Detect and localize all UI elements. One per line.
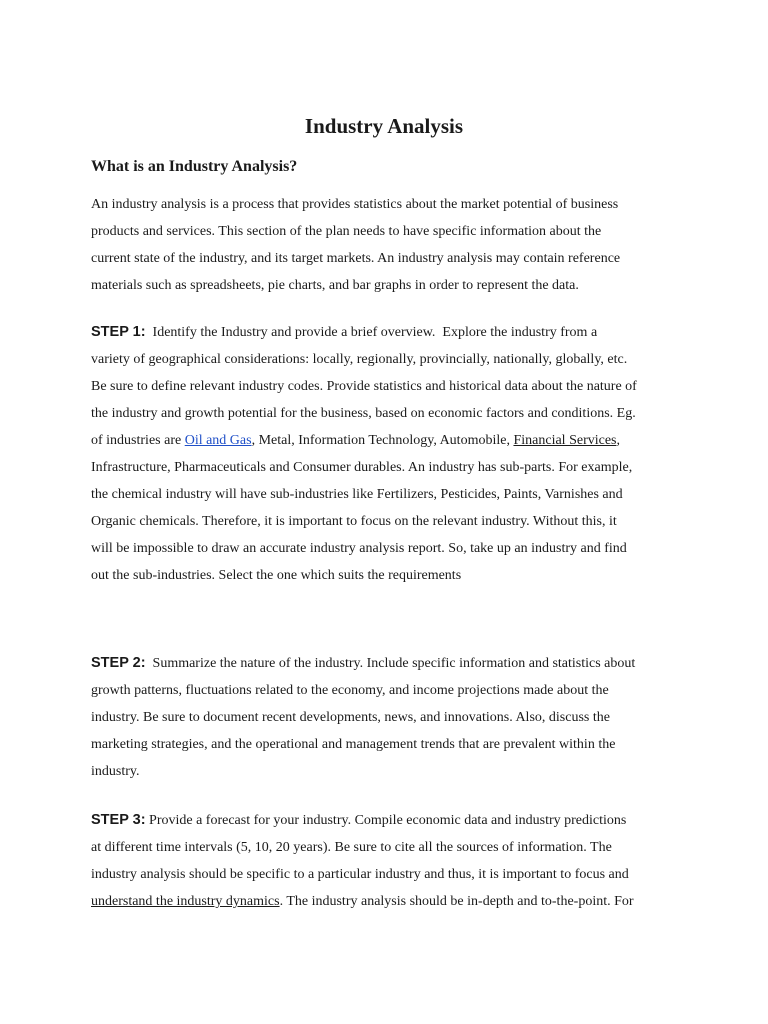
step1-line: Infrastructure, Pharmaceuticals and Consumer durables. An industry has sub-parts. For example, bbox=[91, 460, 633, 475]
oil-and-gas-link[interactable]: Oil and Gas bbox=[184, 433, 252, 448]
step1-line: will be impossible to draw an accurate industry analysis report. So, take up an industry and find bbox=[91, 541, 627, 556]
intro-line: materials such as spreadsheets, pie charts, and bar graphs in order to represent the data. bbox=[91, 278, 579, 293]
step2-line: growth patterns, fluctuations related to the economy, and income projections made about the bbox=[91, 683, 609, 698]
step1-label: STEP 1: bbox=[91, 324, 146, 340]
step3-label: STEP 3: bbox=[91, 812, 146, 828]
step2-label: STEP 2: bbox=[91, 655, 146, 671]
step3-line bbox=[91, 807, 683, 834]
step1-link-line bbox=[91, 427, 683, 454]
step2-paragraph bbox=[91, 650, 683, 785]
step2-line: marketing strategies, and the operational and management trends that are prevalent within the bbox=[91, 737, 616, 752]
section-heading: What is an Industry Analysis? bbox=[91, 158, 298, 175]
step1-line: the chemical industry will have sub-industries like Fertilizers, Pesticides, Paints, Varnishes and bbox=[91, 487, 623, 502]
industry-dynamics-link[interactable]: understand the industry dynamics bbox=[91, 894, 280, 909]
step1-first-text: Identify the Industry and provide a brief overview. Explore the industry from a bbox=[145, 325, 598, 340]
step3-paragraph bbox=[91, 807, 683, 915]
step1-line: Organic chemicals. Therefore, it is important to focus on the relevant industry. Without this, it bbox=[91, 514, 617, 529]
step2-line: industry. Be sure to document recent developments, news, and innovations. Also, discuss the bbox=[91, 710, 610, 725]
step2-line bbox=[91, 650, 683, 677]
step3-line: at different time intervals (5, 10, 20 years). Be sure to cite all the sources of information. The bbox=[91, 840, 612, 855]
link-line-pre: of industries are bbox=[91, 433, 185, 448]
link-line-post: , bbox=[616, 433, 620, 448]
step2-first-text: Summarize the nature of the industry. Include specific information and statistics about bbox=[145, 656, 636, 671]
step1-line: variety of geographical considerations: locally, regionally, provincially, nationally, globally, etc. bbox=[91, 352, 628, 367]
step3-link-line bbox=[91, 888, 683, 915]
step1-paragraph bbox=[91, 319, 683, 589]
page-title: Industry Analysis bbox=[304, 114, 464, 138]
step3-line: industry analysis should be specific to a particular industry and thus, it is important to focus and bbox=[91, 867, 629, 882]
financial-services-link[interactable]: Financial Services bbox=[513, 433, 617, 448]
step3-first-text: Provide a forecast for your industry. Compile economic data and industry predictions bbox=[145, 813, 627, 828]
step3-last-text: . The industry analysis should be in-depth and to-the-point. For bbox=[279, 894, 634, 909]
step1-line: the industry and growth potential for the business, based on economic factors and conditions. Eg. bbox=[91, 406, 636, 421]
intro-line: current state of the industry, and its target markets. An industry analysis may contain reference bbox=[91, 251, 621, 266]
step1-line bbox=[91, 319, 683, 346]
step1-line: out the sub-industries. Select the one which suits the requirements bbox=[91, 568, 462, 583]
intro-paragraph bbox=[91, 191, 683, 299]
intro-line: An industry analysis is a process that provides statistics about the market potential of business bbox=[91, 197, 619, 212]
link-line-mid: , Metal, Information Technology, Automobile, bbox=[251, 433, 514, 448]
step1-line: Be sure to define relevant industry codes. Provide statistics and historical data about the nature of bbox=[91, 379, 637, 394]
intro-line: products and services. This section of the plan needs to have specific information about the bbox=[91, 224, 602, 239]
step2-line: industry. bbox=[91, 764, 140, 779]
